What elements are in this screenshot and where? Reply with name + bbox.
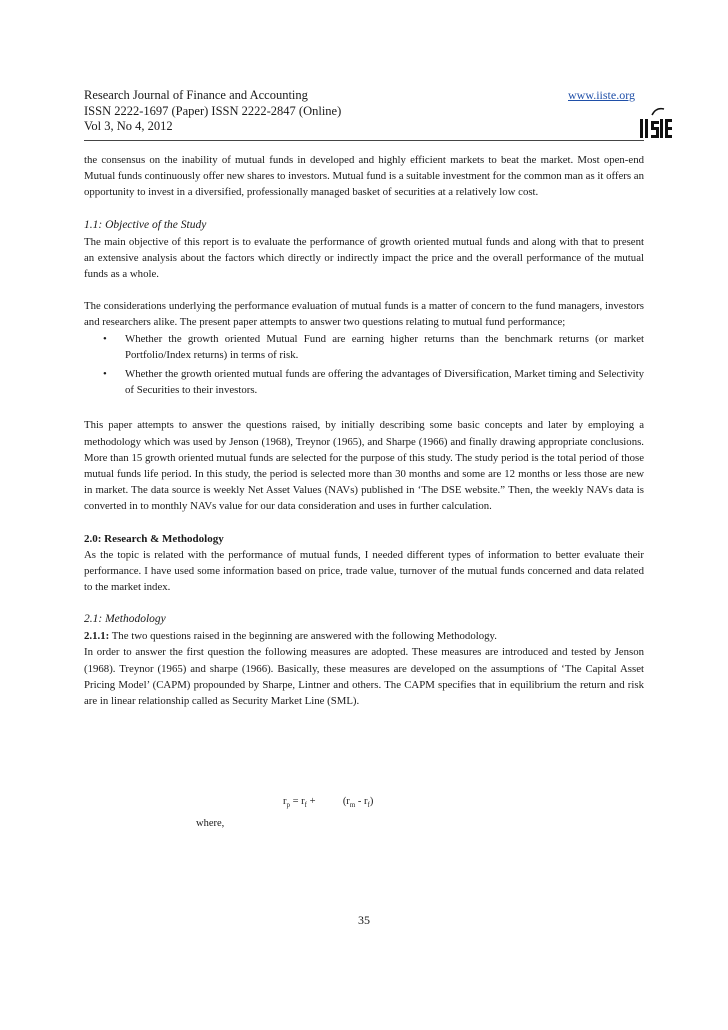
header-rule — [84, 140, 644, 141]
subsection-label: 2.1.1: — [84, 630, 110, 643]
bullet-icon: • — [103, 368, 107, 381]
section-1-1-heading: 1.1: Objective of the Study — [84, 218, 207, 231]
research-paragraph: As the topic is related with the performance of mutual funds, I needed different types of information to better evaluate their performance. I have used some information based on price, trade value, turnover of the mutual funds concerned and data related to the market index. — [84, 548, 644, 594]
journal-title: Research Journal of Finance and Accounting — [84, 88, 308, 102]
where-label: where, — [196, 818, 225, 829]
page-number: 35 — [358, 913, 370, 927]
objective-paragraph: The main objective of this report is to evaluate the performance of growth oriented mutual funds and along with that to present an extensive analysis about the factors which directly or indirectly impact the price and the overall performance of the mutual funds as a whole. — [84, 235, 644, 281]
capm-formula: $r_p = r_f + (r_m - r_f)$ — [283, 796, 374, 810]
section-2-0-heading: 2.0: Research & Methodology — [84, 532, 224, 545]
intro-paragraph: the consensus on the inability of mutual funds in developed and highly efficient markets to beat the market. Most open-end Mutual funds continuously offer new shares to investors. Mutual fund is a suitable investment for the common man as it offers an opportunity to invest in a diversified, professionally managed basket of securities at a relatively low cost. — [84, 154, 644, 199]
journal-website-link[interactable]: www.iiste.org — [568, 88, 635, 102]
section-2-1-heading: 2.1: Methodology — [84, 613, 166, 626]
list-item: • Whether the growth oriented mutual funds are offering the advantages of Diversification, Market timing and Selectivity of Securities to their investors. — [103, 368, 644, 397]
bullet-icon: • — [103, 332, 107, 345]
iiste-logo — [640, 106, 672, 138]
question-list — [84, 331, 644, 399]
volume-line: Vol 3, No 4, 2012 — [84, 119, 173, 133]
page-body — [84, 152, 644, 709]
methodology-overview-paragraph: This paper attempts to answer the questions raised, by initially describing some basic concepts and later by employing a methodology which was used by Jenson (1968), Treynor (1965), and Sharpe (1966) and finally drawing appropriate conclusions. More than 15 growth oriented mutual funds are selected for the purpose of this study. The study period is the total period of those mutual funds life period. In this study, the period is selected more than 30 months and some are 12 months or less those are new in market. The data source is weekly Net Asset Values (NAVs) published in ‘The DSE website.” Then, the weekly NAVs data is converted in to monthly NAVs value for our data consideration and uses in further calculation. — [84, 419, 644, 513]
considerations-paragraph: The considerations underlying the performance evaluation of mutual funds is a matter of concern to the fund managers, investors and researchers alike. The present paper attempts to answer two questions relating to mutual fund performance; — [84, 300, 644, 329]
subsection-2-1-1: 2.1.1: The two questions raised in the beginning are answered with the following Methodology. — [84, 630, 497, 643]
issn-line: ISSN 2222-1697 (Paper) ISSN 2222-2847 (Online) — [84, 103, 342, 118]
running-header — [84, 88, 644, 135]
capm-paragraph: In order to answer the first question the following measures are adopted. These measures are introduced and tested by Jenson (1968). Treynor (1965) and sharpe (1966). Basically, these measures are developed on the assumptions of ‘The Capital Asset Pricing Model’ (CAPM) propounded by Sharpe, Lintner and others. The CAPM specifies that in equilibrium the return and risk are in linear relationship called as Security Market Line (SML). — [84, 646, 644, 708]
list-item: • Whether the growth oriented Mutual Fund are earning higher returns than the benchmark returns (or market Portfolio/Index returns) in terms of risk. — [103, 332, 644, 361]
